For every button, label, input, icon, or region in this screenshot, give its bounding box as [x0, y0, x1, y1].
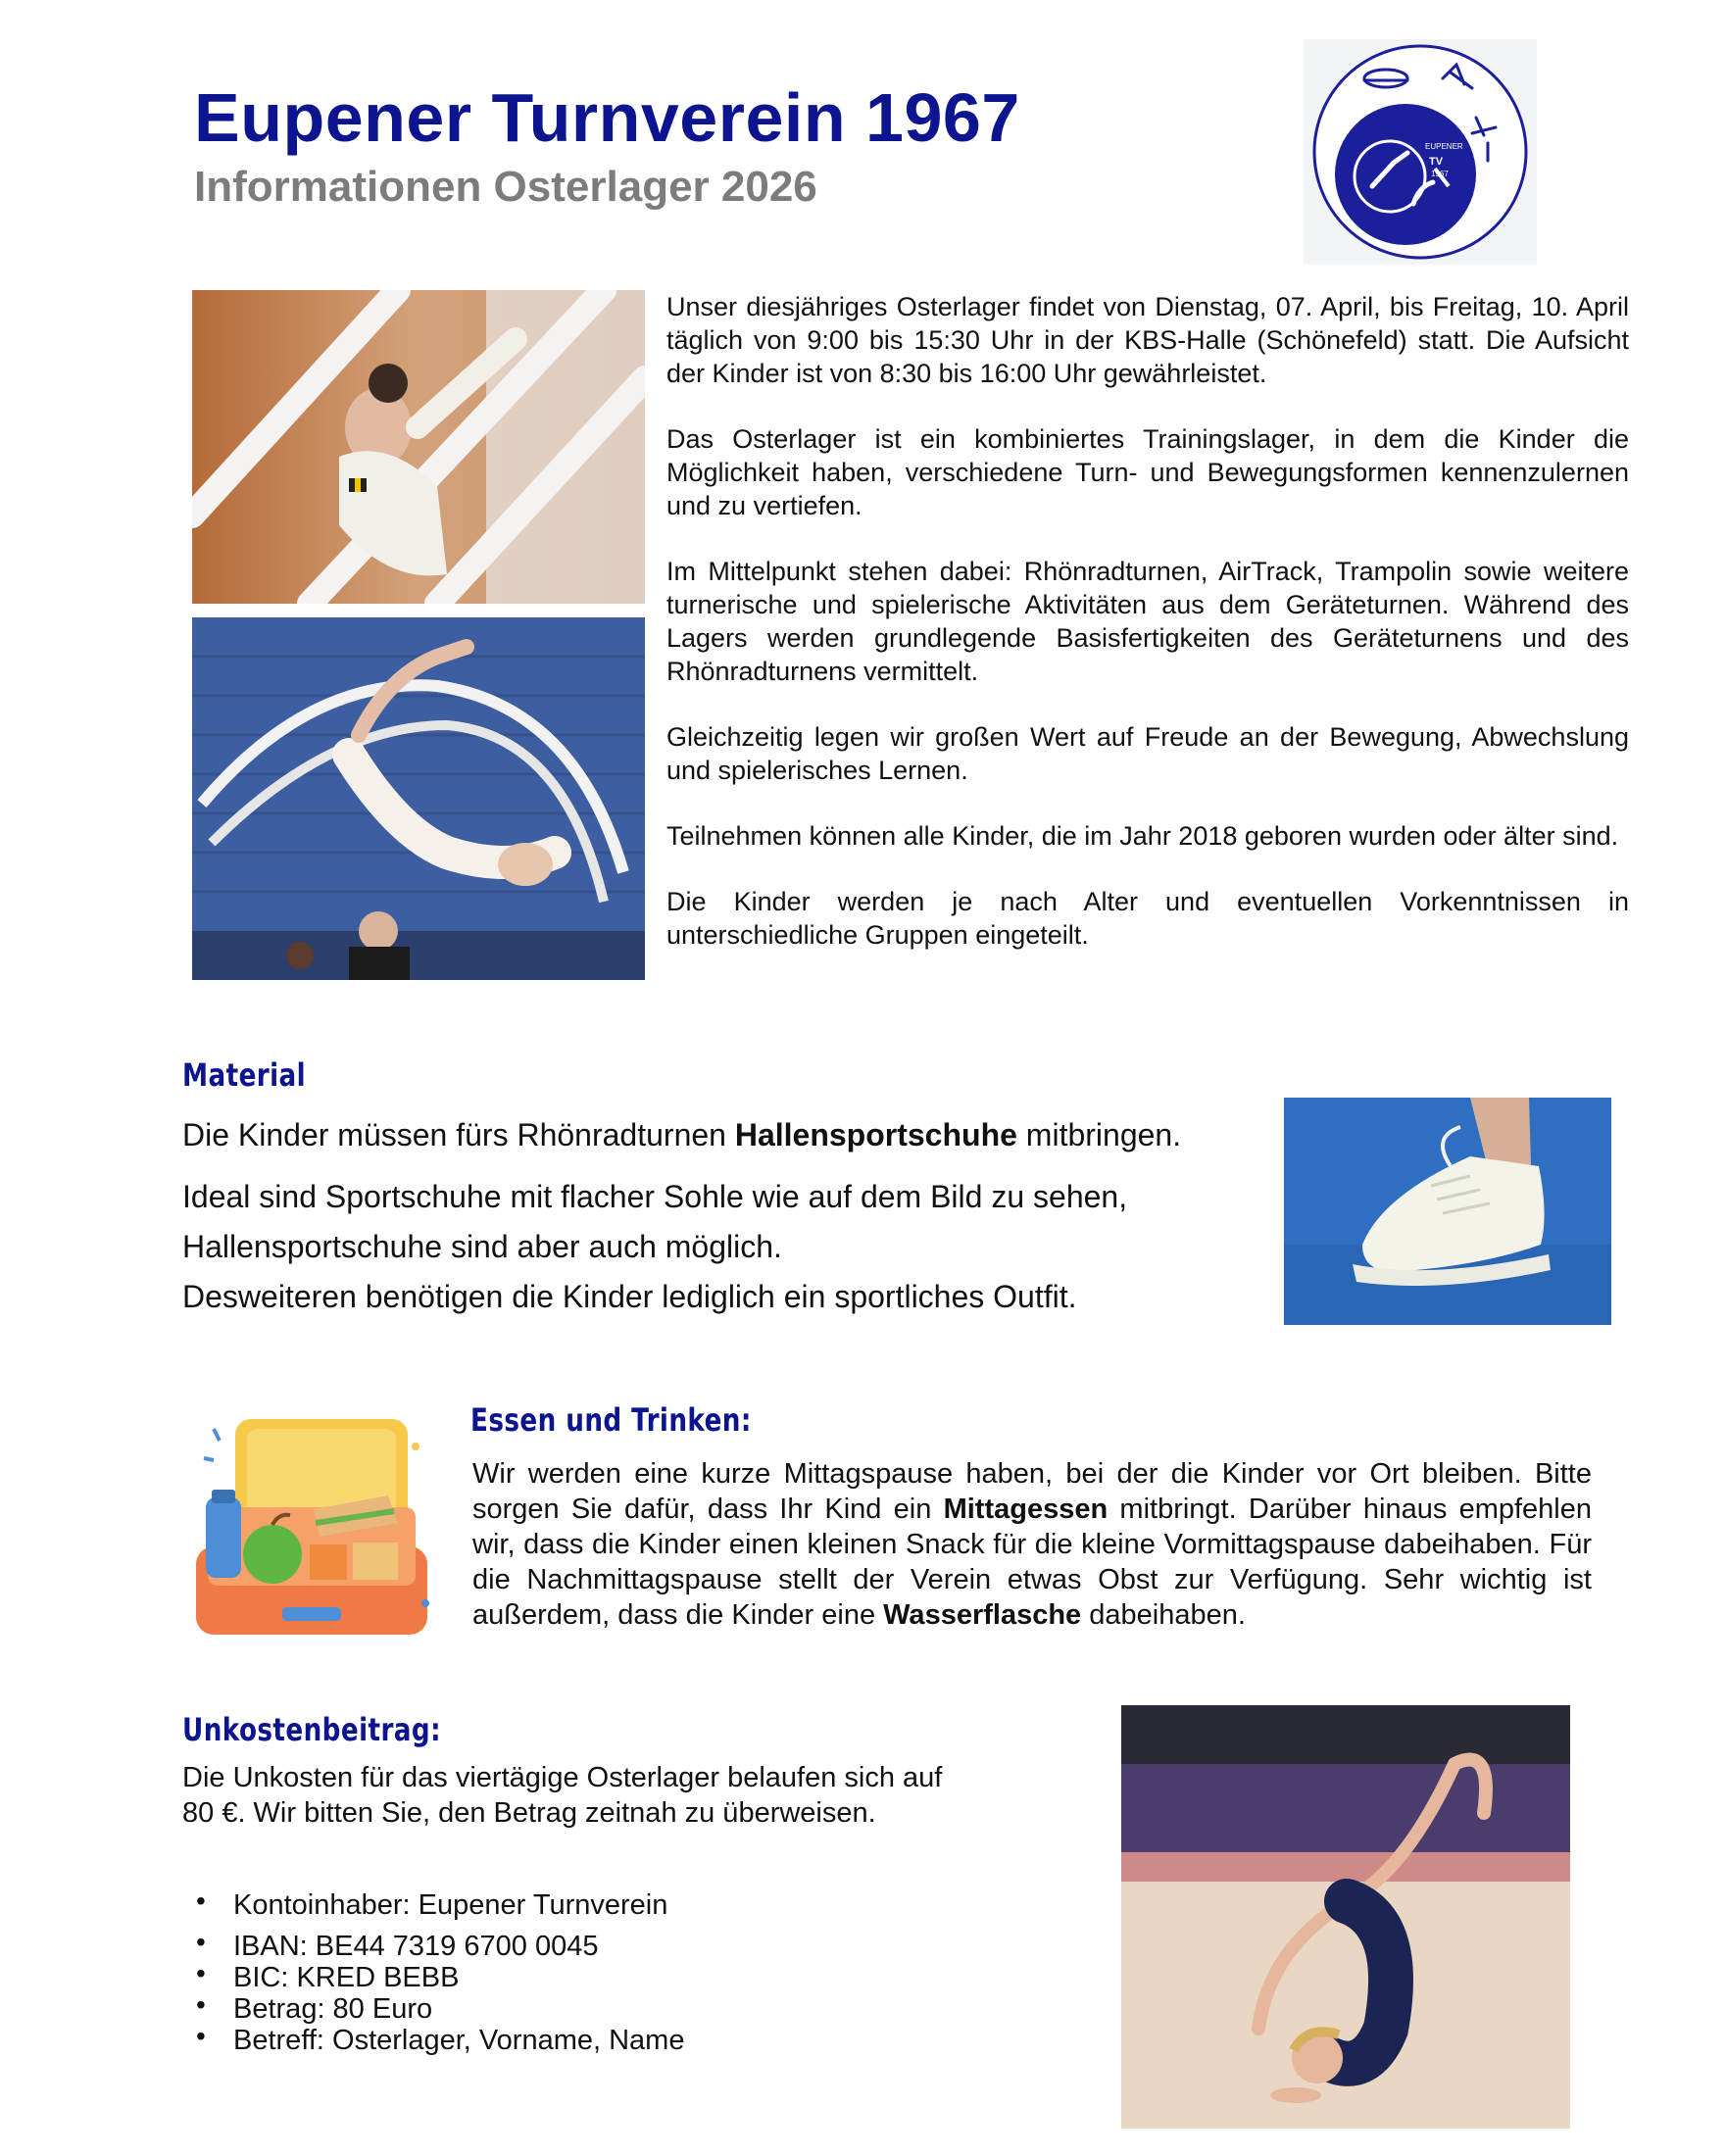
material-heading: Material: [182, 1056, 307, 1094]
food-text: [472, 1456, 1592, 1633]
list-item: • Betreff: Osterlager, Vorname, Name: [196, 2025, 684, 2056]
intro-paragraph: Unser diesjähriges Osterlager findet von Dienstag, 07. April, bis Freitag, 10. April täglich von 9:00 bis 15:30 Uhr in der KBS-Halle (Schönefeld) statt. Die Aufsicht der Kinder ist von 8:30 bis 16:00 Uhr gewährleistet.: [666, 292, 1629, 388]
cost-line: Die Unkosten für das viertägige Osterlager belaufen sich auf: [182, 1762, 943, 1793]
intro-paragraph: Gleichzeitig legen wir großen Wert auf Freude an der Bewegung, Abwechslung und spielerisches Lernen.: [666, 722, 1629, 785]
food-text-part: mitbringt. Darüber hinaus empfehlen wir, dass die Kinder einen kleinen Snack für die kleine Vormittagspause dabeihaben. Für die Nachmittagspause stellt der Verein etwas Obst zur Verfügung. Sehr wichtig ist außerdem, dass die Kinder eine: [472, 1494, 1593, 1631]
food-bold-text: Mittagessen: [943, 1494, 1109, 1525]
club-logo: [1304, 39, 1537, 265]
cost-line: 80 €. Wir bitten Sie, den Betrag zeitnah zu überweisen.: [182, 1797, 876, 1829]
food-heading: Essen und Trinken:: [470, 1401, 752, 1439]
gymnast-floor-photo: [1121, 1705, 1570, 2129]
material-line-text: mitbringen.: [1016, 1117, 1182, 1152]
material-bold-text: Hallensportschuhe: [734, 1117, 1017, 1152]
svg-text:TV: TV: [1429, 156, 1444, 168]
intro-paragraph: Das Osterlager ist ein kombiniertes Trainingslager, in dem die Kinder die Möglichkeit haben, verschiedene Turn- und Bewegungsformen kennenzulernen und zu vertiefen.: [666, 424, 1629, 520]
intro-paragraph: Die Kinder werden je nach Alter und eventuellen Vorkenntnissen in unterschiedliche Gruppen eingeteilt.: [666, 887, 1629, 950]
intro-paragraph: Im Mittelpunkt stehen dabei: Rhönradturnen, AirTrack, Trampolin sowie weitere turnerische und spielerische Aktivitäten aus dem Geräteturnen. Während des Lagers werden grundlegende Basisfertigkeiten des Geräteturnens und des Rhönradturnens vermittelt.: [666, 557, 1629, 686]
list-item: • Kontoinhaber: Eupener Turnverein: [196, 1889, 684, 1921]
food-bold-text: Wasserflasche: [883, 1599, 1082, 1631]
material-line: Hallensportschuhe sind aber auch möglich.: [182, 1229, 782, 1264]
gymnast-wheel-photo: [192, 617, 645, 980]
material-line: [182, 1117, 1270, 1153]
lunchbox-illustration: [184, 1399, 439, 1659]
page-title: Eupener Turnverein 1967: [194, 79, 1020, 156]
food-text-part: dabeihaben.: [1081, 1599, 1246, 1631]
intro-paragraph: Teilnehmen können alle Kinder, die im Jahr 2018 geboren wurden oder älter sind.: [666, 821, 1619, 851]
list-item: • Betrag: 80 Euro: [196, 1993, 684, 2025]
food-text-part: Wir werden eine kurze Mittagspause haben, bei der die Kinder vor Ort bleiben. Bitte sorgen Sie dafür, dass Ihr Kind ein: [472, 1458, 1592, 1525]
intro-text: [666, 290, 1629, 984]
svg-text:EUPENER: EUPENER: [1425, 142, 1463, 151]
list-item: • BIC: KRED BEBB: [196, 1962, 684, 1993]
gymnast-bars-photo: [192, 290, 645, 604]
cost-text: [182, 1760, 1045, 1831]
svg-text:1967: 1967: [1431, 170, 1449, 178]
cost-heading: Unkostenbeitrag:: [182, 1711, 442, 1748]
material-line-text: Die Kinder müssen fürs Rhönradturnen: [182, 1117, 735, 1152]
bank-details-list: [196, 1889, 684, 2056]
material-line: Desweiteren benötigen die Kinder lediglich ein sportliches Outfit.: [182, 1279, 1077, 1314]
material-text: [182, 1117, 1270, 1315]
list-item: • IBAN: BE44 7319 6700 0045: [196, 1931, 684, 1962]
sneaker-photo: [1284, 1098, 1611, 1325]
material-line: Ideal sind Sportschuhe mit flacher Sohle wie auf dem Bild zu sehen,: [182, 1179, 1128, 1214]
page-subtitle: Informationen Osterlager 2026: [194, 163, 817, 211]
